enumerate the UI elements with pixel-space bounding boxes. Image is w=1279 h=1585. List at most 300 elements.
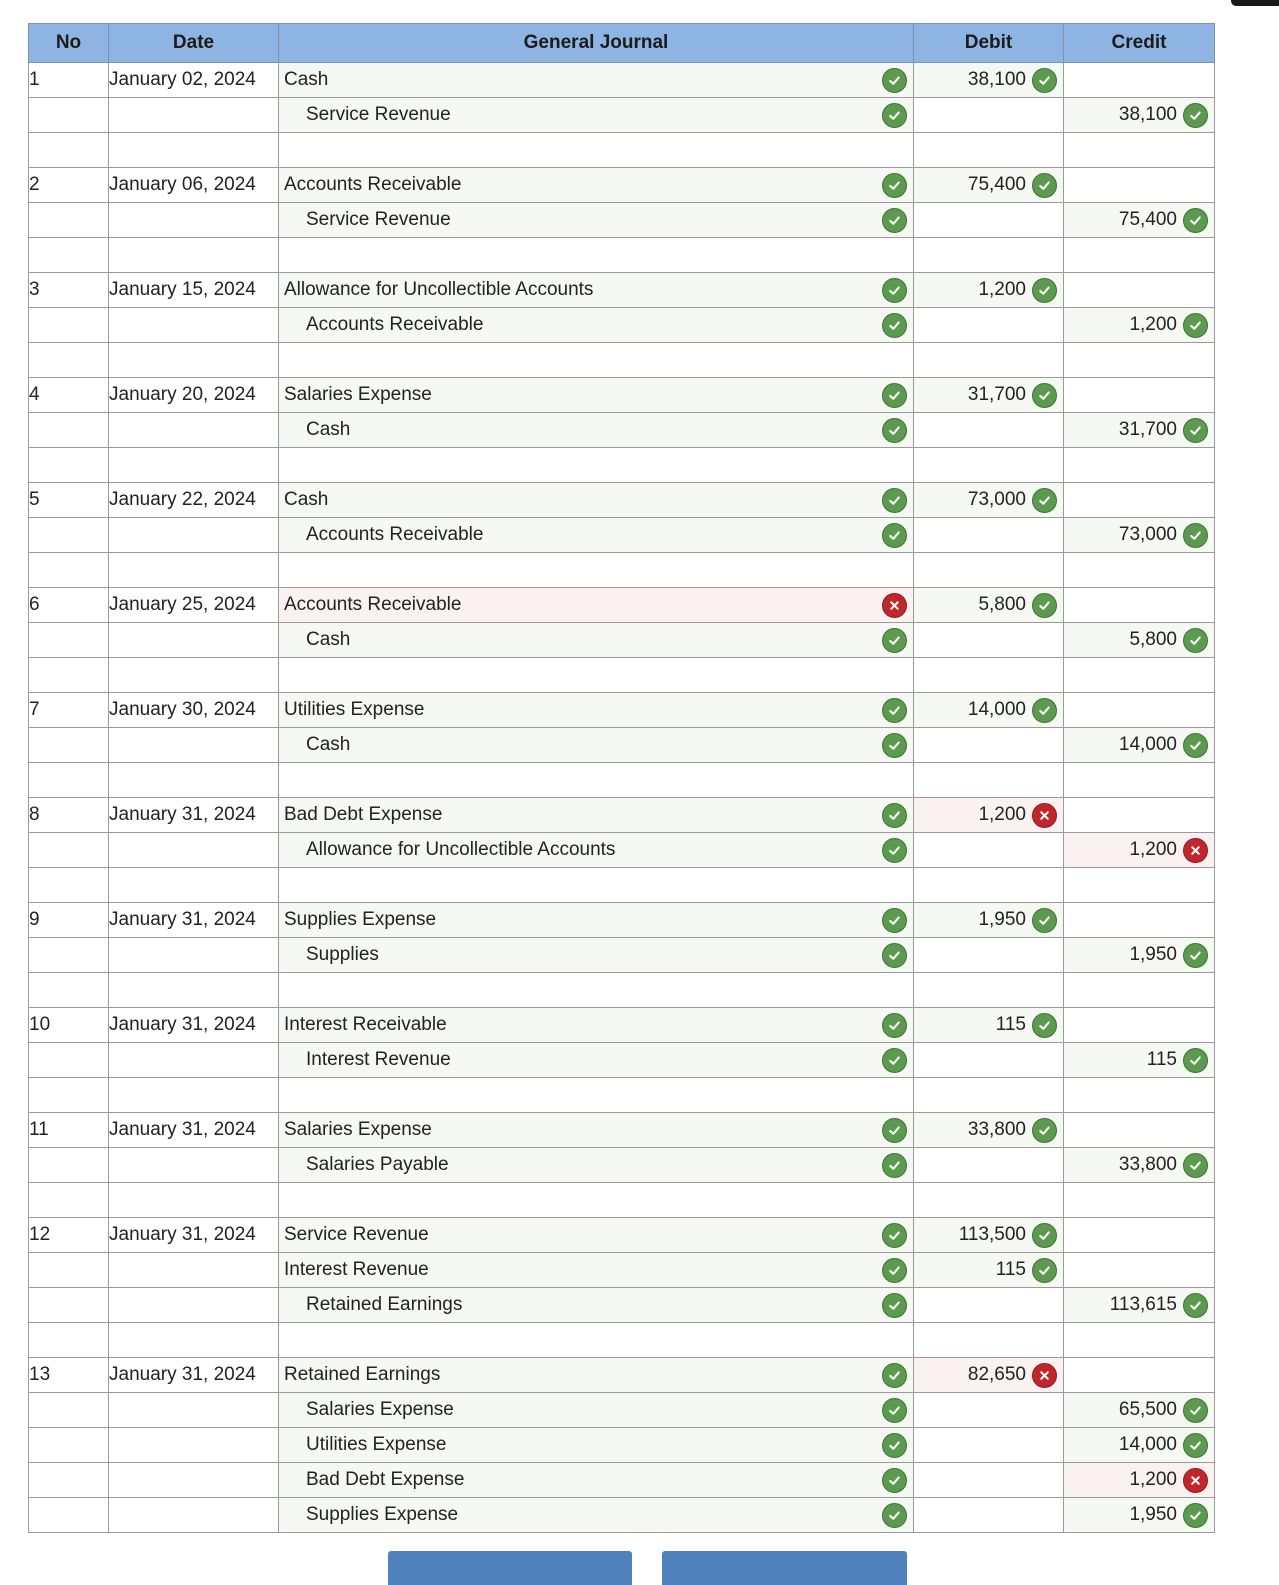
credit-cell[interactable] xyxy=(1064,1498,1215,1533)
debit-amount: 14,000 xyxy=(967,699,1026,720)
general-journal-table xyxy=(28,23,1215,1533)
journal-line-row xyxy=(29,588,1215,623)
account-cell[interactable] xyxy=(279,1113,914,1148)
check-circle-icon xyxy=(1032,698,1057,723)
next-button[interactable] xyxy=(662,1551,907,1585)
account-cell[interactable] xyxy=(279,1148,914,1183)
empty-cell xyxy=(29,1323,109,1358)
check-circle-icon xyxy=(882,698,907,723)
account-cell[interactable] xyxy=(279,1463,914,1498)
debit-cell[interactable] xyxy=(914,168,1064,203)
debit-cell[interactable] xyxy=(914,798,1064,833)
entry-date: January 31, 2024 xyxy=(109,1358,279,1393)
entry-date: January 20, 2024 xyxy=(109,378,279,413)
account-name: Interest Revenue xyxy=(284,1259,429,1280)
empty-cell xyxy=(109,448,279,483)
account-cell[interactable] xyxy=(279,1253,914,1288)
debit-cell[interactable] xyxy=(914,728,1064,763)
debit-cell[interactable] xyxy=(914,63,1064,98)
credit-amount: 1,200 xyxy=(1129,1469,1177,1490)
credit-cell[interactable] xyxy=(1064,203,1215,238)
account-cell[interactable] xyxy=(279,1323,914,1358)
spacer-row xyxy=(29,343,1215,378)
credit-cell[interactable] xyxy=(1064,1043,1215,1078)
account-name: Interest Revenue xyxy=(306,1049,451,1070)
debit-cell[interactable] xyxy=(914,518,1064,553)
credit-cell[interactable] xyxy=(1064,798,1215,833)
account-cell[interactable] xyxy=(279,938,914,973)
account-cell[interactable] xyxy=(279,728,914,763)
debit-cell[interactable] xyxy=(914,1393,1064,1428)
x-circle-icon xyxy=(882,593,907,618)
credit-cell[interactable] xyxy=(1064,1078,1215,1113)
journal-line-row xyxy=(29,623,1215,658)
spacer-row xyxy=(29,238,1215,273)
entry-date: January 25, 2024 xyxy=(109,588,279,623)
account-name: Retained Earnings xyxy=(284,1364,441,1385)
empty-cell xyxy=(29,1393,109,1428)
empty-cell xyxy=(29,553,109,588)
journal-line-row xyxy=(29,1358,1215,1393)
credit-amount: 65,500 xyxy=(1118,1399,1177,1420)
entry-number: 6 xyxy=(29,588,109,623)
check-circle-icon xyxy=(882,1293,907,1318)
entry-date: January 31, 2024 xyxy=(109,1113,279,1148)
account-cell[interactable] xyxy=(279,1183,914,1218)
spacer-row xyxy=(29,973,1215,1008)
check-circle-icon xyxy=(1183,1293,1208,1318)
check-circle-icon xyxy=(882,103,907,128)
check-circle-icon xyxy=(1183,1048,1208,1073)
check-circle-icon xyxy=(1032,173,1057,198)
check-circle-icon xyxy=(882,1363,907,1388)
account-cell[interactable] xyxy=(279,1428,914,1463)
credit-cell[interactable] xyxy=(1064,1148,1215,1183)
account-cell[interactable] xyxy=(279,833,914,868)
spacer-row xyxy=(29,763,1215,798)
empty-cell xyxy=(29,938,109,973)
check-circle-icon xyxy=(882,838,907,863)
debit-cell[interactable] xyxy=(914,448,1064,483)
debit-amount: 75,400 xyxy=(967,174,1026,195)
credit-cell[interactable] xyxy=(1064,133,1215,168)
credit-amount: 5,800 xyxy=(1129,629,1177,650)
journal-line-row xyxy=(29,308,1215,343)
account-name: Cash xyxy=(306,419,351,440)
credit-amount: 38,100 xyxy=(1118,104,1177,125)
account-cell[interactable] xyxy=(279,623,914,658)
credit-cell[interactable] xyxy=(1064,63,1215,98)
empty-cell xyxy=(29,1078,109,1113)
debit-cell[interactable] xyxy=(914,308,1064,343)
account-cell[interactable] xyxy=(279,588,914,623)
debit-cell[interactable] xyxy=(914,483,1064,518)
check-circle-icon xyxy=(882,1153,907,1178)
check-circle-icon xyxy=(882,1398,907,1423)
corner-mark xyxy=(1231,0,1279,6)
account-cell[interactable] xyxy=(279,238,914,273)
debit-cell[interactable] xyxy=(914,938,1064,973)
check-circle-icon xyxy=(882,278,907,303)
credit-cell[interactable] xyxy=(1064,938,1215,973)
debit-cell[interactable] xyxy=(914,903,1064,938)
check-circle-icon xyxy=(1183,628,1208,653)
debit-cell[interactable] xyxy=(914,588,1064,623)
account-cell[interactable] xyxy=(279,1043,914,1078)
check-circle-icon xyxy=(882,1258,907,1283)
debit-cell[interactable] xyxy=(914,378,1064,413)
spacer-row xyxy=(29,1323,1215,1358)
journal-line-row xyxy=(29,413,1215,448)
debit-cell[interactable] xyxy=(914,238,1064,273)
entry-date: January 31, 2024 xyxy=(109,1008,279,1043)
previous-button[interactable] xyxy=(388,1551,632,1585)
account-name: Utilities Expense xyxy=(306,1434,447,1455)
debit-amount: 115 xyxy=(995,1014,1026,1035)
debit-cell[interactable] xyxy=(914,763,1064,798)
debit-cell[interactable] xyxy=(914,1148,1064,1183)
debit-cell[interactable] xyxy=(914,1358,1064,1393)
debit-amount: 82,650 xyxy=(967,1364,1026,1385)
account-cell[interactable] xyxy=(279,413,914,448)
credit-cell[interactable] xyxy=(1064,1288,1215,1323)
debit-cell[interactable] xyxy=(914,133,1064,168)
check-circle-icon xyxy=(882,383,907,408)
credit-cell[interactable] xyxy=(1064,448,1215,483)
journal-line-row xyxy=(29,833,1215,868)
check-circle-icon xyxy=(882,68,907,93)
debit-cell[interactable] xyxy=(914,1113,1064,1148)
credit-cell[interactable] xyxy=(1064,693,1215,728)
empty-cell xyxy=(109,1498,279,1533)
entry-number: 2 xyxy=(29,168,109,203)
credit-cell[interactable] xyxy=(1064,1183,1215,1218)
account-name: Utilities Expense xyxy=(284,699,425,720)
empty-cell xyxy=(109,1393,279,1428)
empty-cell xyxy=(109,343,279,378)
credit-amount: 1,200 xyxy=(1129,314,1177,335)
debit-cell[interactable] xyxy=(914,1253,1064,1288)
account-cell[interactable] xyxy=(279,1008,914,1043)
credit-cell[interactable] xyxy=(1064,98,1215,133)
debit-cell[interactable] xyxy=(914,1323,1064,1358)
entry-number: 12 xyxy=(29,1218,109,1253)
journal-line-row xyxy=(29,1498,1215,1533)
debit-amount: 115 xyxy=(995,1259,1026,1280)
check-circle-icon xyxy=(882,628,907,653)
account-name: Cash xyxy=(284,489,329,510)
debit-amount: 38,100 xyxy=(967,69,1026,90)
debit-amount: 1,950 xyxy=(978,909,1026,930)
account-name: Cash xyxy=(284,69,329,90)
credit-amount: 1,950 xyxy=(1129,1504,1177,1525)
x-circle-icon xyxy=(1032,1363,1057,1388)
credit-cell[interactable] xyxy=(1064,553,1215,588)
credit-cell[interactable] xyxy=(1064,308,1215,343)
credit-cell[interactable] xyxy=(1064,168,1215,203)
debit-cell[interactable] xyxy=(914,1183,1064,1218)
entry-date: January 15, 2024 xyxy=(109,273,279,308)
check-circle-icon xyxy=(1183,103,1208,128)
empty-cell xyxy=(109,308,279,343)
account-cell[interactable] xyxy=(279,518,914,553)
account-cell[interactable] xyxy=(279,763,914,798)
credit-cell[interactable] xyxy=(1064,273,1215,308)
account-cell[interactable] xyxy=(279,378,914,413)
account-cell[interactable] xyxy=(279,798,914,833)
debit-cell[interactable] xyxy=(914,1288,1064,1323)
empty-cell xyxy=(29,203,109,238)
check-circle-icon xyxy=(882,803,907,828)
debit-cell[interactable] xyxy=(914,1008,1064,1043)
account-name: Salaries Expense xyxy=(306,1399,454,1420)
entry-date: January 06, 2024 xyxy=(109,168,279,203)
debit-amount: 1,200 xyxy=(978,804,1026,825)
credit-amount: 31,700 xyxy=(1118,419,1177,440)
debit-cell[interactable] xyxy=(914,1428,1064,1463)
account-cell[interactable] xyxy=(279,973,914,1008)
debit-cell[interactable] xyxy=(914,658,1064,693)
credit-cell[interactable] xyxy=(1064,833,1215,868)
header-debit: Debit xyxy=(914,24,1064,63)
credit-cell[interactable] xyxy=(1064,343,1215,378)
empty-cell xyxy=(109,238,279,273)
debit-cell[interactable] xyxy=(914,693,1064,728)
credit-cell[interactable] xyxy=(1064,483,1215,518)
account-name: Bad Debt Expense xyxy=(284,804,443,825)
credit-cell[interactable] xyxy=(1064,1428,1215,1463)
credit-cell[interactable] xyxy=(1064,413,1215,448)
account-cell[interactable] xyxy=(279,203,914,238)
account-name: Cash xyxy=(306,629,351,650)
x-circle-icon xyxy=(1032,803,1057,828)
journal-line-row xyxy=(29,1043,1215,1078)
account-cell[interactable] xyxy=(279,903,914,938)
spacer-row xyxy=(29,448,1215,483)
check-circle-icon xyxy=(1183,418,1208,443)
journal-line-row xyxy=(29,798,1215,833)
empty-cell xyxy=(109,763,279,798)
empty-cell xyxy=(109,1078,279,1113)
empty-cell xyxy=(29,238,109,273)
check-circle-icon xyxy=(882,1013,907,1038)
account-name: Allowance for Uncollectible Accounts xyxy=(306,839,616,860)
debit-cell[interactable] xyxy=(914,973,1064,1008)
account-cell[interactable] xyxy=(279,308,914,343)
debit-cell[interactable] xyxy=(914,343,1064,378)
journal-line-row xyxy=(29,728,1215,763)
debit-cell[interactable] xyxy=(914,868,1064,903)
account-cell[interactable] xyxy=(279,63,914,98)
empty-cell xyxy=(109,1148,279,1183)
debit-amount: 113,500 xyxy=(958,1224,1026,1245)
account-cell[interactable] xyxy=(279,868,914,903)
journal-line-row xyxy=(29,378,1215,413)
account-name: Cash xyxy=(306,734,351,755)
empty-cell xyxy=(109,1043,279,1078)
credit-cell[interactable] xyxy=(1064,1358,1215,1393)
account-cell[interactable] xyxy=(279,1288,914,1323)
header-credit: Credit xyxy=(1064,24,1215,63)
credit-amount: 113,615 xyxy=(1109,1294,1177,1315)
empty-cell xyxy=(29,133,109,168)
debit-cell[interactable] xyxy=(914,623,1064,658)
check-circle-icon xyxy=(882,1468,907,1493)
empty-cell xyxy=(29,98,109,133)
spacer-row xyxy=(29,868,1215,903)
empty-cell xyxy=(29,728,109,763)
entry-number: 3 xyxy=(29,273,109,308)
empty-cell xyxy=(109,938,279,973)
credit-cell[interactable] xyxy=(1064,378,1215,413)
header-date: Date xyxy=(109,24,279,63)
debit-amount: 5,800 xyxy=(978,594,1026,615)
credit-cell[interactable] xyxy=(1064,728,1215,763)
entry-number: 5 xyxy=(29,483,109,518)
account-name: Retained Earnings xyxy=(306,1294,463,1315)
empty-cell xyxy=(29,343,109,378)
account-cell[interactable] xyxy=(279,133,914,168)
credit-cell[interactable] xyxy=(1064,658,1215,693)
credit-cell[interactable] xyxy=(1064,1393,1215,1428)
empty-cell xyxy=(29,1043,109,1078)
debit-cell[interactable] xyxy=(914,833,1064,868)
spacer-row xyxy=(29,1183,1215,1218)
journal-line-row xyxy=(29,168,1215,203)
account-cell[interactable] xyxy=(279,553,914,588)
credit-cell[interactable] xyxy=(1064,623,1215,658)
debit-cell[interactable] xyxy=(914,1463,1064,1498)
empty-cell xyxy=(109,1288,279,1323)
x-circle-icon xyxy=(1183,838,1208,863)
entry-number: 7 xyxy=(29,693,109,728)
credit-cell[interactable] xyxy=(1064,903,1215,938)
debit-cell[interactable] xyxy=(914,273,1064,308)
credit-cell[interactable] xyxy=(1064,868,1215,903)
check-circle-icon xyxy=(882,943,907,968)
account-name: Service Revenue xyxy=(306,104,451,125)
credit-amount: 1,200 xyxy=(1129,839,1177,860)
debit-cell[interactable] xyxy=(914,413,1064,448)
account-cell[interactable] xyxy=(279,1393,914,1428)
check-circle-icon xyxy=(1032,1223,1057,1248)
empty-cell xyxy=(29,1463,109,1498)
credit-cell[interactable] xyxy=(1064,1253,1215,1288)
journal-line-row xyxy=(29,1148,1215,1183)
entry-number: 11 xyxy=(29,1113,109,1148)
credit-cell[interactable] xyxy=(1064,238,1215,273)
entry-number: 10 xyxy=(29,1008,109,1043)
account-cell[interactable] xyxy=(279,1358,914,1393)
empty-cell xyxy=(109,1183,279,1218)
empty-cell xyxy=(109,658,279,693)
check-circle-icon xyxy=(1183,523,1208,548)
credit-cell[interactable] xyxy=(1064,1218,1215,1253)
empty-cell xyxy=(29,1183,109,1218)
spacer-row xyxy=(29,1078,1215,1113)
account-cell[interactable] xyxy=(279,273,914,308)
empty-cell xyxy=(109,518,279,553)
account-cell[interactable] xyxy=(279,343,914,378)
empty-cell xyxy=(29,1148,109,1183)
debit-cell[interactable] xyxy=(914,203,1064,238)
entry-date: January 02, 2024 xyxy=(109,63,279,98)
account-cell[interactable] xyxy=(279,1218,914,1253)
check-circle-icon xyxy=(1032,383,1057,408)
credit-cell[interactable] xyxy=(1064,588,1215,623)
empty-cell xyxy=(29,833,109,868)
empty-cell xyxy=(29,448,109,483)
account-name: Supplies Expense xyxy=(306,1504,459,1525)
empty-cell xyxy=(29,868,109,903)
check-circle-icon xyxy=(882,733,907,758)
journal-line-row xyxy=(29,693,1215,728)
check-circle-icon xyxy=(1183,1398,1208,1423)
credit-cell[interactable] xyxy=(1064,1008,1215,1043)
check-circle-icon xyxy=(882,313,907,338)
check-circle-icon xyxy=(882,1048,907,1073)
check-circle-icon xyxy=(882,1118,907,1143)
account-cell[interactable] xyxy=(279,1498,914,1533)
journal-line-row xyxy=(29,1008,1215,1043)
credit-amount: 75,400 xyxy=(1118,209,1177,230)
account-cell[interactable] xyxy=(279,693,914,728)
check-circle-icon xyxy=(1183,1433,1208,1458)
credit-cell[interactable] xyxy=(1064,973,1215,1008)
credit-cell[interactable] xyxy=(1064,1113,1215,1148)
debit-cell[interactable] xyxy=(914,1078,1064,1113)
account-cell[interactable] xyxy=(279,1078,914,1113)
credit-cell[interactable] xyxy=(1064,518,1215,553)
credit-cell[interactable] xyxy=(1064,763,1215,798)
credit-amount: 14,000 xyxy=(1118,734,1177,755)
journal-line-row xyxy=(29,273,1215,308)
check-circle-icon xyxy=(1032,593,1057,618)
entry-date: January 31, 2024 xyxy=(109,798,279,833)
check-circle-icon xyxy=(882,523,907,548)
empty-cell xyxy=(29,658,109,693)
account-cell[interactable] xyxy=(279,658,914,693)
header-general-journal: General Journal xyxy=(279,24,914,63)
account-cell[interactable] xyxy=(279,168,914,203)
account-cell[interactable] xyxy=(279,448,914,483)
empty-cell xyxy=(29,1498,109,1533)
credit-cell[interactable] xyxy=(1064,1323,1215,1358)
account-name: Service Revenue xyxy=(284,1224,429,1245)
check-circle-icon xyxy=(882,908,907,933)
credit-amount: 1,950 xyxy=(1129,944,1177,965)
empty-cell xyxy=(29,623,109,658)
debit-cell[interactable] xyxy=(914,553,1064,588)
account-name: Supplies xyxy=(306,944,379,965)
debit-cell[interactable] xyxy=(914,1043,1064,1078)
account-name: Service Revenue xyxy=(306,209,451,230)
account-cell[interactable] xyxy=(279,483,914,518)
account-cell[interactable] xyxy=(279,98,914,133)
debit-cell[interactable] xyxy=(914,1218,1064,1253)
debit-cell[interactable] xyxy=(914,1498,1064,1533)
check-circle-icon xyxy=(1032,488,1057,513)
credit-cell[interactable] xyxy=(1064,1463,1215,1498)
account-name: Salaries Expense xyxy=(284,384,432,405)
debit-amount: 33,800 xyxy=(967,1119,1026,1140)
check-circle-icon xyxy=(1032,278,1057,303)
check-circle-icon xyxy=(1032,1013,1057,1038)
debit-amount: 31,700 xyxy=(967,384,1026,405)
check-circle-icon xyxy=(882,488,907,513)
header-row xyxy=(29,24,1215,63)
debit-cell[interactable] xyxy=(914,98,1064,133)
